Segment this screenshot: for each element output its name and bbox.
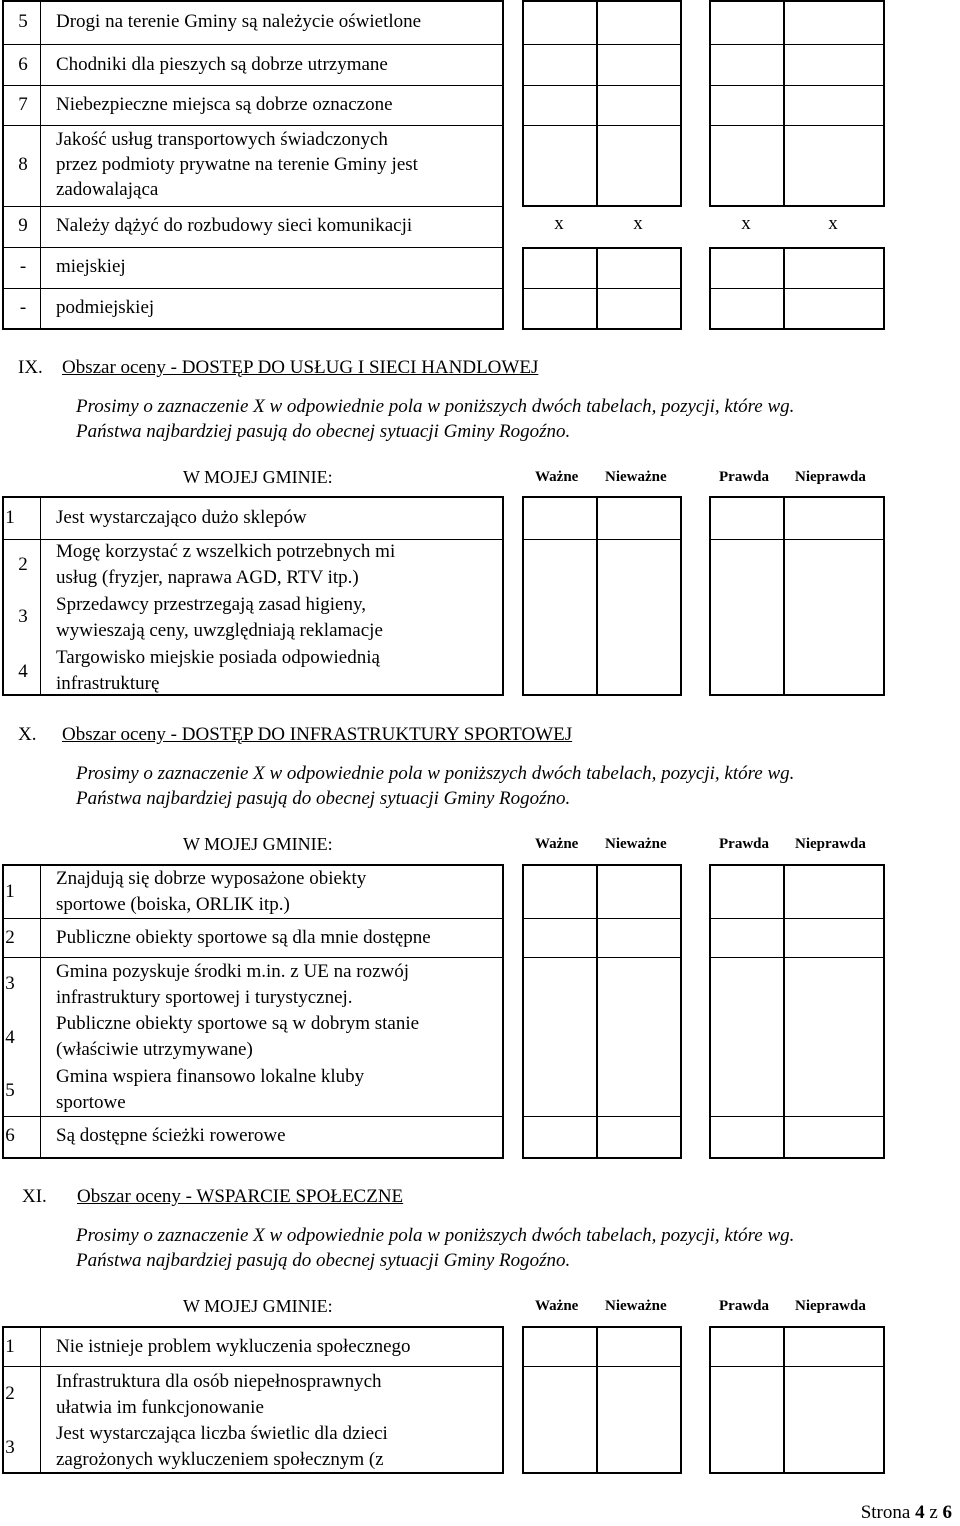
col-header-niewazne: Nieważne [605,836,667,852]
row-number: 8 [18,154,28,175]
col-header-nieprawda: Nieprawda [795,1298,866,1314]
row-label-line: zadowalająca [56,179,159,200]
table-header-label: W MOJEJ GMINIE: [183,467,333,487]
row-label-line: Znajdują się dobrze wyposażone obiekty [56,868,367,889]
x-mark: x [828,213,838,234]
row-number: 3 [5,1437,15,1458]
row-label-line: usług (fryzjer, naprawa AGD, RTV itp.) [56,567,359,588]
row-label: Niebezpieczne miejsca są dobrze oznaczone [56,94,393,115]
col-header-wazne: Ważne [535,836,579,852]
instruction-line-1: Prosimy o zaznaczenie X w odpowiednie pola w poniższych dwóch tabelach, pozycji, które wg. [76,396,795,417]
col-header-wazne: Ważne [535,1298,579,1314]
row-label: Chodniki dla pieszych są dobrze utrzymane [56,54,388,75]
row-label-line: Infrastruktura dla osób niepełnosprawnych [56,1371,382,1392]
row-label: Publiczne obiekty sportowe są dla mnie dostępne [56,927,431,948]
col-header-nieprawda: Nieprawda [795,836,866,852]
instruction-line-1: Prosimy o zaznaczenie X w odpowiednie pola w poniższych dwóch tabelach, pozycji, które wg. [76,763,795,784]
x-mark: x [554,213,564,234]
col-header-niewazne: Nieważne [605,469,667,485]
row-label: miejskiej [56,256,126,277]
row-number: 1 [5,507,15,528]
x-mark: x [741,213,751,234]
row-number: 3 [18,606,28,627]
row-number: 2 [5,1383,15,1404]
row-label-line: Gmina wspiera finansowo lokalne kluby [56,1066,365,1087]
row-label-line: infrastrukturę [56,673,160,694]
row-number: 4 [5,1027,15,1048]
section-number: X. [18,724,37,745]
row-label: Drogi na terenie Gminy są należycie oświetlone [56,11,422,32]
row-label-line: Jakość usług transportowych świadczonych [56,129,388,150]
row-number: 4 [18,661,28,682]
row-label-line: sportowe [56,1092,126,1113]
row-number: 2 [5,927,15,948]
row-label-line: Targowisko miejskie posiada odpowiednią [56,647,380,668]
instruction-line-2: Państwa najbardziej pasują do obecnej sytuacji Gminy Rogoźno. [76,788,571,809]
row-label-line: sportowe (boiska, ORLIK itp.) [56,894,290,915]
row-number: 5 [5,1080,15,1101]
col-header-prawda: Prawda [719,836,769,852]
table-header-label: W MOJEJ GMINIE: [183,834,333,854]
row-number: 2 [18,554,28,575]
row-label: Należy dążyć do rozbudowy sieci komunikacji [56,215,413,236]
row-label: podmiejskiej [56,297,155,318]
col-header-prawda: Prawda [719,1298,769,1314]
footer-of: z [929,1502,938,1523]
row-label-line: Sprzedawcy przestrzegają zasad higieny, [56,594,367,615]
row-label-line: Publiczne obiekty sportowe są w dobrym stanie [56,1013,420,1034]
row-label-line: Gmina pozyskuje środki m.in. z UE na rozwój [56,961,410,982]
row-dash: - [19,256,27,277]
row-dash: - [19,297,27,318]
footer-page-number: 4 [915,1502,925,1523]
row-label-line: zagrożonych wykluczeniem społecznym (z [56,1449,384,1470]
section-title: Obszar oceny - DOSTĘP DO INFRASTRUKTURY SPORTOWEJ [62,724,573,745]
row-number: 1 [5,881,15,902]
row-label-line: Jest wystarczająca liczba świetlic dla dzieci [56,1423,388,1444]
row-number: 7 [18,94,28,115]
col-header-wazne: Ważne [535,469,579,485]
footer-total-pages: 6 [942,1502,952,1523]
row-label-line: ułatwia im funkcjonowanie [56,1397,264,1418]
row-label: Nie istnieje problem wykluczenia społecznego [56,1336,411,1357]
row-label-line: Mogę korzystać z wszelkich potrzebnych mi [56,541,396,562]
row-label: Jest wystarczająco dużo sklepów [56,507,307,528]
row-label-line: infrastruktury sportowej i turystycznej. [56,987,353,1008]
instruction-line-2: Państwa najbardziej pasują do obecnej sytuacji Gminy Rogoźno. [76,421,571,442]
row-number: 9 [18,215,28,236]
section-title: Obszar oceny - DOSTĘP DO USŁUG I SIECI HANDLOWEJ [62,357,539,378]
section-number: XI. [22,1186,47,1207]
row-label-line: wywieszają ceny, uwzględniają reklamacje [56,620,383,641]
table-header-label: W MOJEJ GMINIE: [183,1296,333,1316]
section-number: IX. [18,357,43,378]
row-label: Są dostępne ścieżki rowerowe [56,1125,286,1146]
instruction-line-2: Państwa najbardziej pasują do obecnej sytuacji Gminy Rogoźno. [76,1250,571,1271]
x-mark: x [633,213,643,234]
row-number: 6 [5,1125,15,1146]
col-header-niewazne: Nieważne [605,1298,667,1314]
row-label-line: przez podmioty prywatne na terenie Gminy jest [56,154,418,175]
row-number: 6 [18,54,28,75]
col-header-nieprawda: Nieprawda [795,469,866,485]
instruction-line-1: Prosimy o zaznaczenie X w odpowiednie pola w poniższych dwóch tabelach, pozycji, które wg. [76,1225,795,1246]
row-number: 3 [5,973,15,994]
row-label-line: (właściwie utrzymywane) [56,1039,253,1060]
row-number: 5 [18,11,28,32]
page-footer [861,1502,952,1524]
col-header-prawda: Prawda [719,469,769,485]
row-number: 1 [5,1336,15,1357]
footer-prefix: Strona [860,1502,911,1523]
section-title: Obszar oceny - WSPARCIE SPOŁECZNE [77,1186,404,1207]
